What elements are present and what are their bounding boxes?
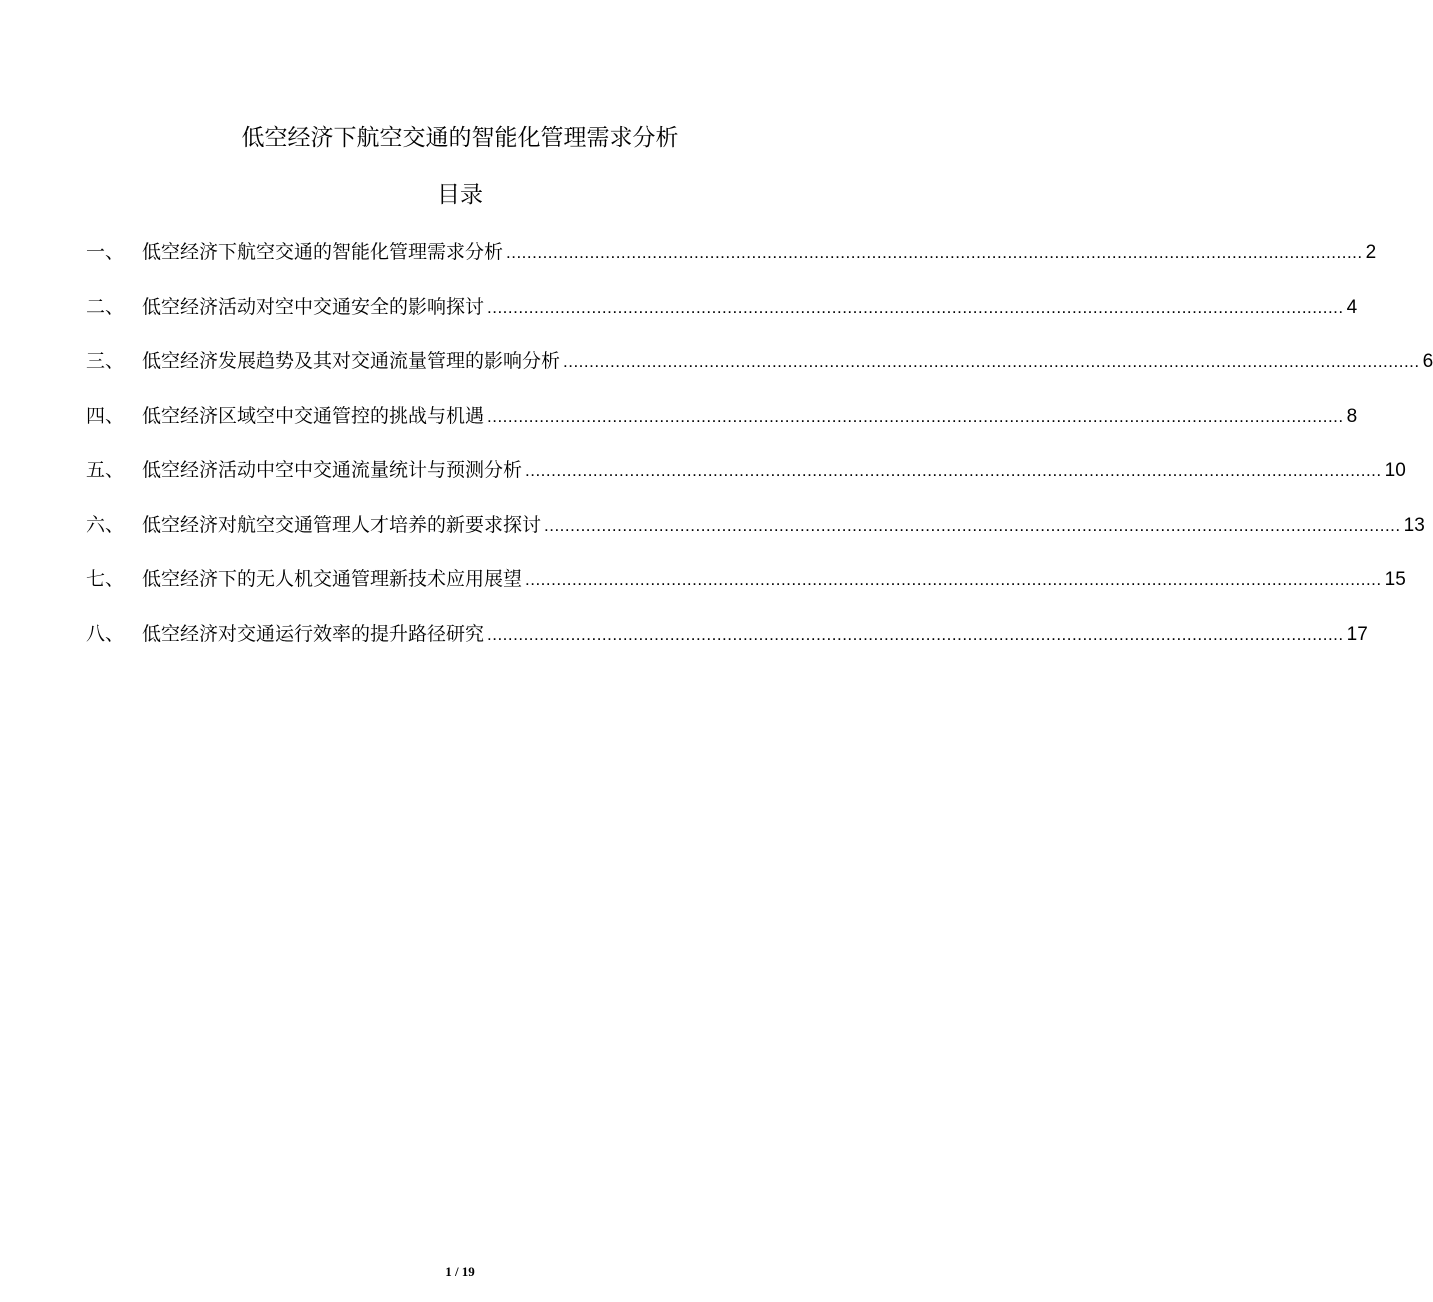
- toc-dot-leader: ....................................................................................................................................................................: [525, 461, 1382, 480]
- toc-entry-page: 10: [1384, 460, 1406, 481]
- toc-entry[interactable]: [86, 396, 1358, 451]
- toc-dot-leader: ....................................................................................................................................................................: [487, 624, 1344, 644]
- table-of-contents: [86, 232, 1433, 668]
- toc-entry-title: 低空经济对航空交通管理人才培养的新要求探讨: [142, 513, 542, 536]
- toc-entry-number: 三、: [86, 350, 125, 372]
- toc-entry-number: 七、: [86, 568, 125, 590]
- toc-entry-number: 四、: [86, 404, 125, 427]
- toc-entry-page: 6: [1422, 351, 1433, 372]
- document-title: 低空经济下航空交通的智能化管理需求分析: [241, 125, 679, 151]
- toc-entry[interactable]: [86, 232, 1377, 287]
- toc-dot-leader: ....................................................................................................................................................................: [506, 243, 1363, 262]
- toc-entry[interactable]: [86, 450, 1406, 505]
- toc-entry-title: 低空经济区域空中交通管控的挑战与机遇: [142, 404, 485, 427]
- toc-entry-title: 低空经济下的无人机交通管理新技术应用展望: [142, 568, 523, 590]
- toc-entry-title: 低空经济下航空交通的智能化管理需求分析: [142, 241, 504, 263]
- toc-entry[interactable]: [86, 341, 1433, 396]
- toc-heading: 目录: [437, 182, 483, 208]
- page-number-footer: 1 / 19: [445, 1264, 475, 1279]
- toc-entry-page: 17: [1346, 623, 1368, 645]
- toc-entry-number: 二、: [86, 295, 125, 318]
- toc-entry-number: 一、: [86, 241, 125, 263]
- toc-entry-number: 八、: [86, 622, 125, 645]
- toc-entry[interactable]: [86, 614, 1368, 669]
- toc-dot-leader: ....................................................................................................................................................................: [525, 570, 1382, 589]
- toc-entry[interactable]: [86, 505, 1425, 560]
- toc-entry-title: 低空经济活动中空中交通流量统计与预测分析: [142, 459, 523, 481]
- toc-entry-title: 低空经济对交通运行效率的提升路径研究: [142, 622, 485, 645]
- toc-entry-page: 13: [1403, 514, 1425, 536]
- toc-entry-page: 8: [1346, 405, 1358, 427]
- toc-entry[interactable]: [86, 287, 1358, 342]
- toc-entry-page: 2: [1365, 242, 1377, 263]
- toc-dot-leader: ....................................................................................................................................................................: [487, 406, 1344, 426]
- toc-entry[interactable]: [86, 559, 1406, 614]
- toc-entry-page: 15: [1384, 569, 1406, 590]
- toc-entry-number: 六、: [86, 513, 125, 536]
- toc-entry-title: 低空经济活动对空中交通安全的影响探讨: [142, 295, 485, 318]
- toc-entry-title: 低空经济发展趋势及其对交通流量管理的影响分析: [142, 350, 561, 372]
- toc-dot-leader: ....................................................................................................................................................................: [487, 297, 1344, 317]
- toc-entry-number: 五、: [86, 459, 125, 481]
- toc-dot-leader: ....................................................................................................................................................................: [563, 352, 1420, 371]
- toc-entry-page: 4: [1346, 296, 1358, 318]
- toc-dot-leader: ....................................................................................................................................................................: [544, 515, 1401, 535]
